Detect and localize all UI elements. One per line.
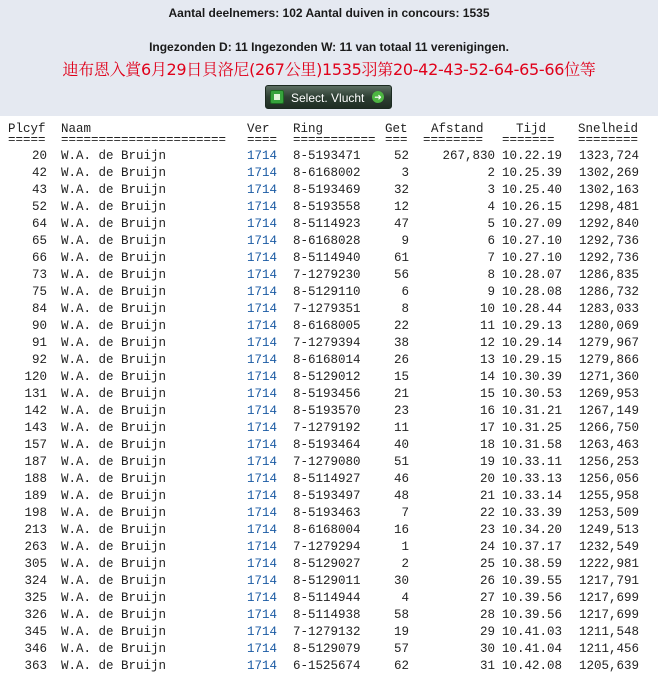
cell-tijd: 10.33.14 xyxy=(502,489,563,503)
cell-tijd: 10.31.25 xyxy=(502,421,563,435)
cell-naam: W.A. de Bruijn xyxy=(61,506,167,520)
cell-ring: 8-5129079 xyxy=(293,642,361,656)
cell-plcyf: 143 xyxy=(24,421,47,435)
cell-get: 58 xyxy=(393,608,409,622)
cell-ring: 8-5193471 xyxy=(293,149,361,163)
cell-ring: 8-6168028 xyxy=(293,234,361,248)
cell-ring: 8-5193463 xyxy=(293,506,361,520)
cell-tijd: 10.25.39 xyxy=(502,166,563,180)
cell-tijd: 10.28.44 xyxy=(502,302,563,316)
cell-get: 8 xyxy=(401,302,409,316)
cell-get: 61 xyxy=(393,251,409,265)
cell-ver-link[interactable]: 1714 xyxy=(247,149,278,163)
cell-ver-link[interactable]: 1714 xyxy=(247,540,278,554)
cell-naam: W.A. de Bruijn xyxy=(61,234,167,248)
cell-plcyf: 66 xyxy=(31,251,47,265)
cell-afstand: 4 xyxy=(487,200,495,214)
cell-plcyf: 91 xyxy=(31,336,47,350)
cell-naam: W.A. de Bruijn xyxy=(61,540,167,554)
cell-ver-link[interactable]: 1714 xyxy=(247,370,278,384)
cell-ver-link[interactable]: 1714 xyxy=(247,421,278,435)
cell-snelheid: 1283,033 xyxy=(578,302,639,316)
col-plcyf: Plcyf xyxy=(8,122,46,136)
arrow-right-icon: ➜ xyxy=(372,91,384,103)
sep-naam: ====================== xyxy=(61,133,227,147)
cell-plcyf: 75 xyxy=(31,285,47,299)
cell-snelheid: 1279,866 xyxy=(578,353,639,367)
cell-ver-link[interactable]: 1714 xyxy=(247,302,278,316)
cell-ring: 8-5114938 xyxy=(293,608,361,622)
cell-naam: W.A. de Bruijn xyxy=(61,149,167,163)
cell-afstand: 31 xyxy=(479,659,495,673)
cell-plcyf: 64 xyxy=(31,217,47,231)
cell-ring: 7-1279230 xyxy=(293,268,361,282)
cell-naam: W.A. de Bruijn xyxy=(61,642,167,656)
cell-afstand: 13 xyxy=(479,353,495,367)
cell-ver-link[interactable]: 1714 xyxy=(247,183,278,197)
cell-naam: W.A. de Bruijn xyxy=(61,370,167,384)
cell-tijd: 10.33.13 xyxy=(502,472,563,486)
cell-naam: W.A. de Bruijn xyxy=(61,659,167,673)
cell-ring: 8-6168014 xyxy=(293,353,361,367)
cell-ver-link[interactable]: 1714 xyxy=(247,642,278,656)
cell-get: 30 xyxy=(393,574,409,588)
cell-snelheid: 1298,481 xyxy=(578,200,639,214)
cell-tijd: 10.22.19 xyxy=(502,149,563,163)
cell-snelheid: 1279,967 xyxy=(578,336,639,350)
cell-tijd: 10.30.53 xyxy=(502,387,563,401)
cell-ver-link[interactable]: 1714 xyxy=(247,659,278,673)
cell-snelheid: 1266,750 xyxy=(578,421,639,435)
cell-ver-link[interactable]: 1714 xyxy=(247,557,278,571)
cell-naam: W.A. de Bruijn xyxy=(61,319,167,333)
cell-tijd: 10.33.39 xyxy=(502,506,563,520)
cell-naam: W.A. de Bruijn xyxy=(61,183,167,197)
cell-tijd: 10.27.09 xyxy=(502,217,563,231)
cell-ring: 8-5193558 xyxy=(293,200,361,214)
cell-ring: 7-1279294 xyxy=(293,540,361,554)
cell-plcyf: 189 xyxy=(24,489,47,503)
cell-ring: 8-5129012 xyxy=(293,370,361,384)
cell-naam: W.A. de Bruijn xyxy=(61,200,167,214)
cell-snelheid: 1217,699 xyxy=(578,591,639,605)
cell-get: 22 xyxy=(393,319,409,333)
cell-naam: W.A. de Bruijn xyxy=(61,268,167,282)
cell-plcyf: 326 xyxy=(24,608,47,622)
cell-afstand: 7 xyxy=(487,251,495,265)
cell-snelheid: 1286,835 xyxy=(578,268,639,282)
cell-tijd: 10.29.13 xyxy=(502,319,563,333)
cell-get: 40 xyxy=(393,438,409,452)
cell-ver-link[interactable]: 1714 xyxy=(247,353,278,367)
cell-get: 1 xyxy=(401,540,409,554)
cell-afstand: 8 xyxy=(487,268,495,282)
cell-afstand: 27 xyxy=(479,591,495,605)
cell-plcyf: 20 xyxy=(31,149,47,163)
cell-get: 57 xyxy=(393,642,409,656)
cell-tijd: 10.27.10 xyxy=(502,251,563,265)
cell-ring: 8-5193464 xyxy=(293,438,361,452)
cell-snelheid: 1292,736 xyxy=(578,251,639,265)
cell-ver-link[interactable]: 1714 xyxy=(247,625,278,639)
cell-afstand: 28 xyxy=(479,608,495,622)
cell-tijd: 10.27.10 xyxy=(502,234,563,248)
cell-plcyf: 73 xyxy=(31,268,47,282)
cell-tijd: 10.29.14 xyxy=(502,336,563,350)
cell-snelheid: 1292,736 xyxy=(578,234,639,248)
cell-get: 62 xyxy=(393,659,409,673)
cell-ver-link[interactable]: 1714 xyxy=(247,234,278,248)
cell-snelheid: 1255,958 xyxy=(578,489,639,503)
cell-plcyf: 142 xyxy=(24,404,47,418)
cell-ver-link[interactable]: 1714 xyxy=(247,523,278,537)
cell-ring: 8-5129027 xyxy=(293,557,361,571)
cell-afstand: 5 xyxy=(487,217,495,231)
cell-ring: 8-5193497 xyxy=(293,489,361,503)
sep-ring: =========== xyxy=(293,133,376,147)
cell-ring: 8-5114923 xyxy=(293,217,361,231)
cell-plcyf: 305 xyxy=(24,557,47,571)
cell-naam: W.A. de Bruijn xyxy=(61,591,167,605)
cell-naam: W.A. de Bruijn xyxy=(61,404,167,418)
cell-tijd: 10.26.15 xyxy=(502,200,563,214)
cell-naam: W.A. de Bruijn xyxy=(61,387,167,401)
cell-plcyf: 52 xyxy=(31,200,47,214)
cell-snelheid: 1302,269 xyxy=(578,166,639,180)
cell-afstand: 30 xyxy=(479,642,495,656)
cell-snelheid: 1269,953 xyxy=(578,387,639,401)
cell-tijd: 10.28.07 xyxy=(502,268,563,282)
sep-plcyf: ===== xyxy=(8,133,46,147)
cell-ver-link[interactable]: 1714 xyxy=(247,285,278,299)
cell-snelheid: 1286,732 xyxy=(578,285,639,299)
cell-afstand: 6 xyxy=(487,234,495,248)
cell-ring: 8-5114940 xyxy=(293,251,361,265)
cell-afstand: 17 xyxy=(479,421,495,435)
sep-get: === xyxy=(385,133,408,147)
cell-plcyf: 43 xyxy=(31,183,47,197)
cell-plcyf: 84 xyxy=(31,302,47,316)
cell-naam: W.A. de Bruijn xyxy=(61,455,167,469)
cell-afstand: 267,830 xyxy=(442,149,495,163)
cell-naam: W.A. de Bruijn xyxy=(61,608,167,622)
cell-tijd: 10.41.04 xyxy=(502,642,563,656)
cell-get: 47 xyxy=(393,217,409,231)
cell-snelheid: 1271,360 xyxy=(578,370,639,384)
cell-plcyf: 263 xyxy=(24,540,47,554)
cell-snelheid: 1222,981 xyxy=(578,557,639,571)
cell-ring: 8-6168005 xyxy=(293,319,361,333)
cell-ring: 8-5193570 xyxy=(293,404,361,418)
cell-plcyf: 188 xyxy=(24,472,47,486)
cell-plcyf: 65 xyxy=(31,234,47,248)
cell-get: 16 xyxy=(393,523,409,537)
cell-plcyf: 42 xyxy=(31,166,47,180)
cell-ver-link[interactable]: 1714 xyxy=(247,200,278,214)
cell-plcyf: 346 xyxy=(24,642,47,656)
cell-get: 2 xyxy=(401,557,409,571)
cell-plcyf: 345 xyxy=(24,625,47,639)
cell-ring: 8-6168002 xyxy=(293,166,361,180)
cell-ring: 7-1279132 xyxy=(293,625,361,639)
cell-naam: W.A. de Bruijn xyxy=(61,523,167,537)
select-flight-button[interactable] xyxy=(265,85,392,109)
cell-afstand: 26 xyxy=(479,574,495,588)
cell-afstand: 20 xyxy=(479,472,495,486)
cell-afstand: 9 xyxy=(487,285,495,299)
cell-get: 4 xyxy=(401,591,409,605)
cell-tijd: 10.25.40 xyxy=(502,183,563,197)
cell-plcyf: 131 xyxy=(24,387,47,401)
cell-naam: W.A. de Bruijn xyxy=(61,251,167,265)
cell-ring: 8-6168004 xyxy=(293,523,361,537)
cell-ver-link[interactable]: 1714 xyxy=(247,319,278,333)
cell-tijd: 10.31.58 xyxy=(502,438,563,452)
cell-snelheid: 1217,699 xyxy=(578,608,639,622)
col-tijd: Tijd xyxy=(516,122,547,136)
cell-snelheid: 1211,456 xyxy=(578,642,639,656)
cell-tijd: 10.42.08 xyxy=(502,659,563,673)
cell-ring: 8-5129011 xyxy=(293,574,361,588)
cell-plcyf: 120 xyxy=(24,370,47,384)
cell-afstand: 11 xyxy=(479,319,495,333)
cell-get: 3 xyxy=(401,166,409,180)
cell-afstand: 14 xyxy=(479,370,495,384)
col-naam: Naam xyxy=(61,122,92,136)
cell-tijd: 10.28.08 xyxy=(502,285,563,299)
cell-snelheid: 1253,509 xyxy=(578,506,639,520)
cell-ver-link[interactable]: 1714 xyxy=(247,217,278,231)
cell-ver-link[interactable]: 1714 xyxy=(247,489,278,503)
cell-tijd: 10.41.03 xyxy=(502,625,563,639)
cell-plcyf: 92 xyxy=(31,353,47,367)
cell-plcyf: 363 xyxy=(24,659,47,673)
cell-naam: W.A. de Bruijn xyxy=(61,574,167,588)
cell-snelheid: 1323,724 xyxy=(578,149,639,163)
cell-naam: W.A. de Bruijn xyxy=(61,489,167,503)
cell-tijd: 10.39.56 xyxy=(502,591,563,605)
cell-afstand: 18 xyxy=(479,438,495,452)
cell-ver-link[interactable]: 1714 xyxy=(247,608,278,622)
cell-tijd: 10.30.39 xyxy=(502,370,563,384)
cell-ver-link[interactable]: 1714 xyxy=(247,268,278,282)
cell-plcyf: 198 xyxy=(24,506,47,520)
cell-ring: 8-5193456 xyxy=(293,387,361,401)
cell-snelheid: 1232,549 xyxy=(578,540,639,554)
cell-ring: 8-5114927 xyxy=(293,472,361,486)
cell-snelheid: 1205,639 xyxy=(578,659,639,673)
cell-plcyf: 325 xyxy=(24,591,47,605)
cell-afstand: 15 xyxy=(479,387,495,401)
cell-snelheid: 1302,163 xyxy=(578,183,639,197)
cell-ring: 6-1525674 xyxy=(293,659,361,673)
col-ring: Ring xyxy=(293,122,324,136)
sep-snelheid: ======== xyxy=(578,133,639,147)
cell-ring: 7-1279080 xyxy=(293,455,361,469)
cell-naam: W.A. de Bruijn xyxy=(61,166,167,180)
cell-plcyf: 213 xyxy=(24,523,47,537)
cell-afstand: 21 xyxy=(479,489,495,503)
cell-get: 56 xyxy=(393,268,409,282)
entries-summary: Ingezonden D: 11 Ingezonden W: 11 van totaal 11 verenigingen. xyxy=(149,40,509,54)
cell-snelheid: 1292,840 xyxy=(578,217,639,231)
cell-naam: W.A. de Bruijn xyxy=(61,336,167,350)
cell-plcyf: 187 xyxy=(24,455,47,469)
cell-snelheid: 1249,513 xyxy=(578,523,639,537)
cell-tijd: 10.39.55 xyxy=(502,574,563,588)
cell-get: 32 xyxy=(393,183,409,197)
cell-get: 23 xyxy=(393,404,409,418)
col-afstand: Afstand xyxy=(431,122,484,136)
cell-tijd: 10.34.20 xyxy=(502,523,563,537)
cell-ver-link[interactable]: 1714 xyxy=(247,472,278,486)
cell-naam: W.A. de Bruijn xyxy=(61,285,167,299)
cell-naam: W.A. de Bruijn xyxy=(61,625,167,639)
cell-ring: 8-5193469 xyxy=(293,183,361,197)
cell-naam: W.A. de Bruijn xyxy=(61,302,167,316)
cell-snelheid: 1256,253 xyxy=(578,455,639,469)
cell-tijd: 10.38.59 xyxy=(502,557,563,571)
cell-ver-link[interactable]: 1714 xyxy=(247,574,278,588)
cell-ver-link[interactable]: 1714 xyxy=(247,591,278,605)
select-icon xyxy=(270,90,284,104)
cell-get: 19 xyxy=(393,625,409,639)
cell-ver-link[interactable]: 1714 xyxy=(247,336,278,350)
sep-ver: ==== xyxy=(247,133,278,147)
cell-snelheid: 1280,069 xyxy=(578,319,639,333)
cell-tijd: 10.37.17 xyxy=(502,540,563,554)
col-snelheid: Snelheid xyxy=(578,122,639,136)
participants-summary: Aantal deelnemers: 102 Aantal duiven in concours: 1535 xyxy=(168,6,490,20)
cell-ver-link[interactable]: 1714 xyxy=(247,438,278,452)
cell-get: 15 xyxy=(393,370,409,384)
cell-snelheid: 1211,548 xyxy=(578,625,639,639)
result-headline: 迪布恩入賞6月29日貝洛尼(267公里)1535羽第20-42-43-52-64-65-66位等 xyxy=(62,60,596,79)
cell-ver-link[interactable]: 1714 xyxy=(247,404,278,418)
cell-plcyf: 324 xyxy=(24,574,47,588)
cell-get: 52 xyxy=(393,149,409,163)
cell-plcyf: 157 xyxy=(24,438,47,452)
cell-naam: W.A. de Bruijn xyxy=(61,557,167,571)
cell-afstand: 16 xyxy=(479,404,495,418)
results-header xyxy=(0,0,658,116)
cell-ver-link[interactable]: 1714 xyxy=(247,387,278,401)
col-ver: Ver xyxy=(247,122,270,136)
cell-get: 6 xyxy=(401,285,409,299)
cell-afstand: 22 xyxy=(479,506,495,520)
cell-afstand: 29 xyxy=(479,625,495,639)
cell-naam: W.A. de Bruijn xyxy=(61,438,167,452)
cell-ring: 7-1279351 xyxy=(293,302,361,316)
cell-snelheid: 1267,149 xyxy=(578,404,639,418)
cell-tijd: 10.29.15 xyxy=(502,353,563,367)
sep-tijd: ======= xyxy=(502,133,555,147)
cell-ver-link[interactable]: 1714 xyxy=(247,251,278,265)
cell-get: 51 xyxy=(393,455,409,469)
cell-get: 11 xyxy=(393,421,409,435)
cell-get: 26 xyxy=(393,353,409,367)
cell-get: 9 xyxy=(401,234,409,248)
cell-naam: W.A. de Bruijn xyxy=(61,217,167,231)
cell-ring: 8-5114944 xyxy=(293,591,361,605)
cell-get: 12 xyxy=(393,200,409,214)
cell-tijd: 10.33.11 xyxy=(502,455,563,469)
select-flight-label: Select. Vlucht xyxy=(291,91,365,105)
cell-snelheid: 1263,463 xyxy=(578,438,639,452)
cell-get: 48 xyxy=(393,489,409,503)
cell-tijd: 10.39.56 xyxy=(502,608,563,622)
cell-afstand: 23 xyxy=(479,523,495,537)
sep-afstand: ======== xyxy=(423,133,484,147)
cell-naam: W.A. de Bruijn xyxy=(61,353,167,367)
cell-ver-link[interactable]: 1714 xyxy=(247,455,278,469)
cell-get: 46 xyxy=(393,472,409,486)
cell-get: 38 xyxy=(393,336,409,350)
cell-afstand: 10 xyxy=(479,302,495,316)
cell-ring: 7-1279394 xyxy=(293,336,361,350)
cell-ring: 7-1279192 xyxy=(293,421,361,435)
cell-afstand: 24 xyxy=(479,540,495,554)
cell-ver-link[interactable]: 1714 xyxy=(247,166,278,180)
col-get: Get xyxy=(385,122,408,136)
cell-plcyf: 90 xyxy=(31,319,47,333)
cell-naam: W.A. de Bruijn xyxy=(61,472,167,486)
cell-naam: W.A. de Bruijn xyxy=(61,421,167,435)
cell-tijd: 10.31.21 xyxy=(502,404,563,418)
cell-snelheid: 1256,056 xyxy=(578,472,639,486)
cell-get: 7 xyxy=(401,506,409,520)
cell-ring: 8-5129110 xyxy=(293,285,361,299)
cell-afstand: 12 xyxy=(479,336,495,350)
cell-get: 21 xyxy=(393,387,409,401)
cell-afstand: 19 xyxy=(479,455,495,469)
cell-afstand: 2 xyxy=(487,166,495,180)
cell-ver-link[interactable]: 1714 xyxy=(247,506,278,520)
cell-snelheid: 1217,791 xyxy=(578,574,639,588)
cell-afstand: 3 xyxy=(487,183,495,197)
cell-afstand: 25 xyxy=(479,557,495,571)
